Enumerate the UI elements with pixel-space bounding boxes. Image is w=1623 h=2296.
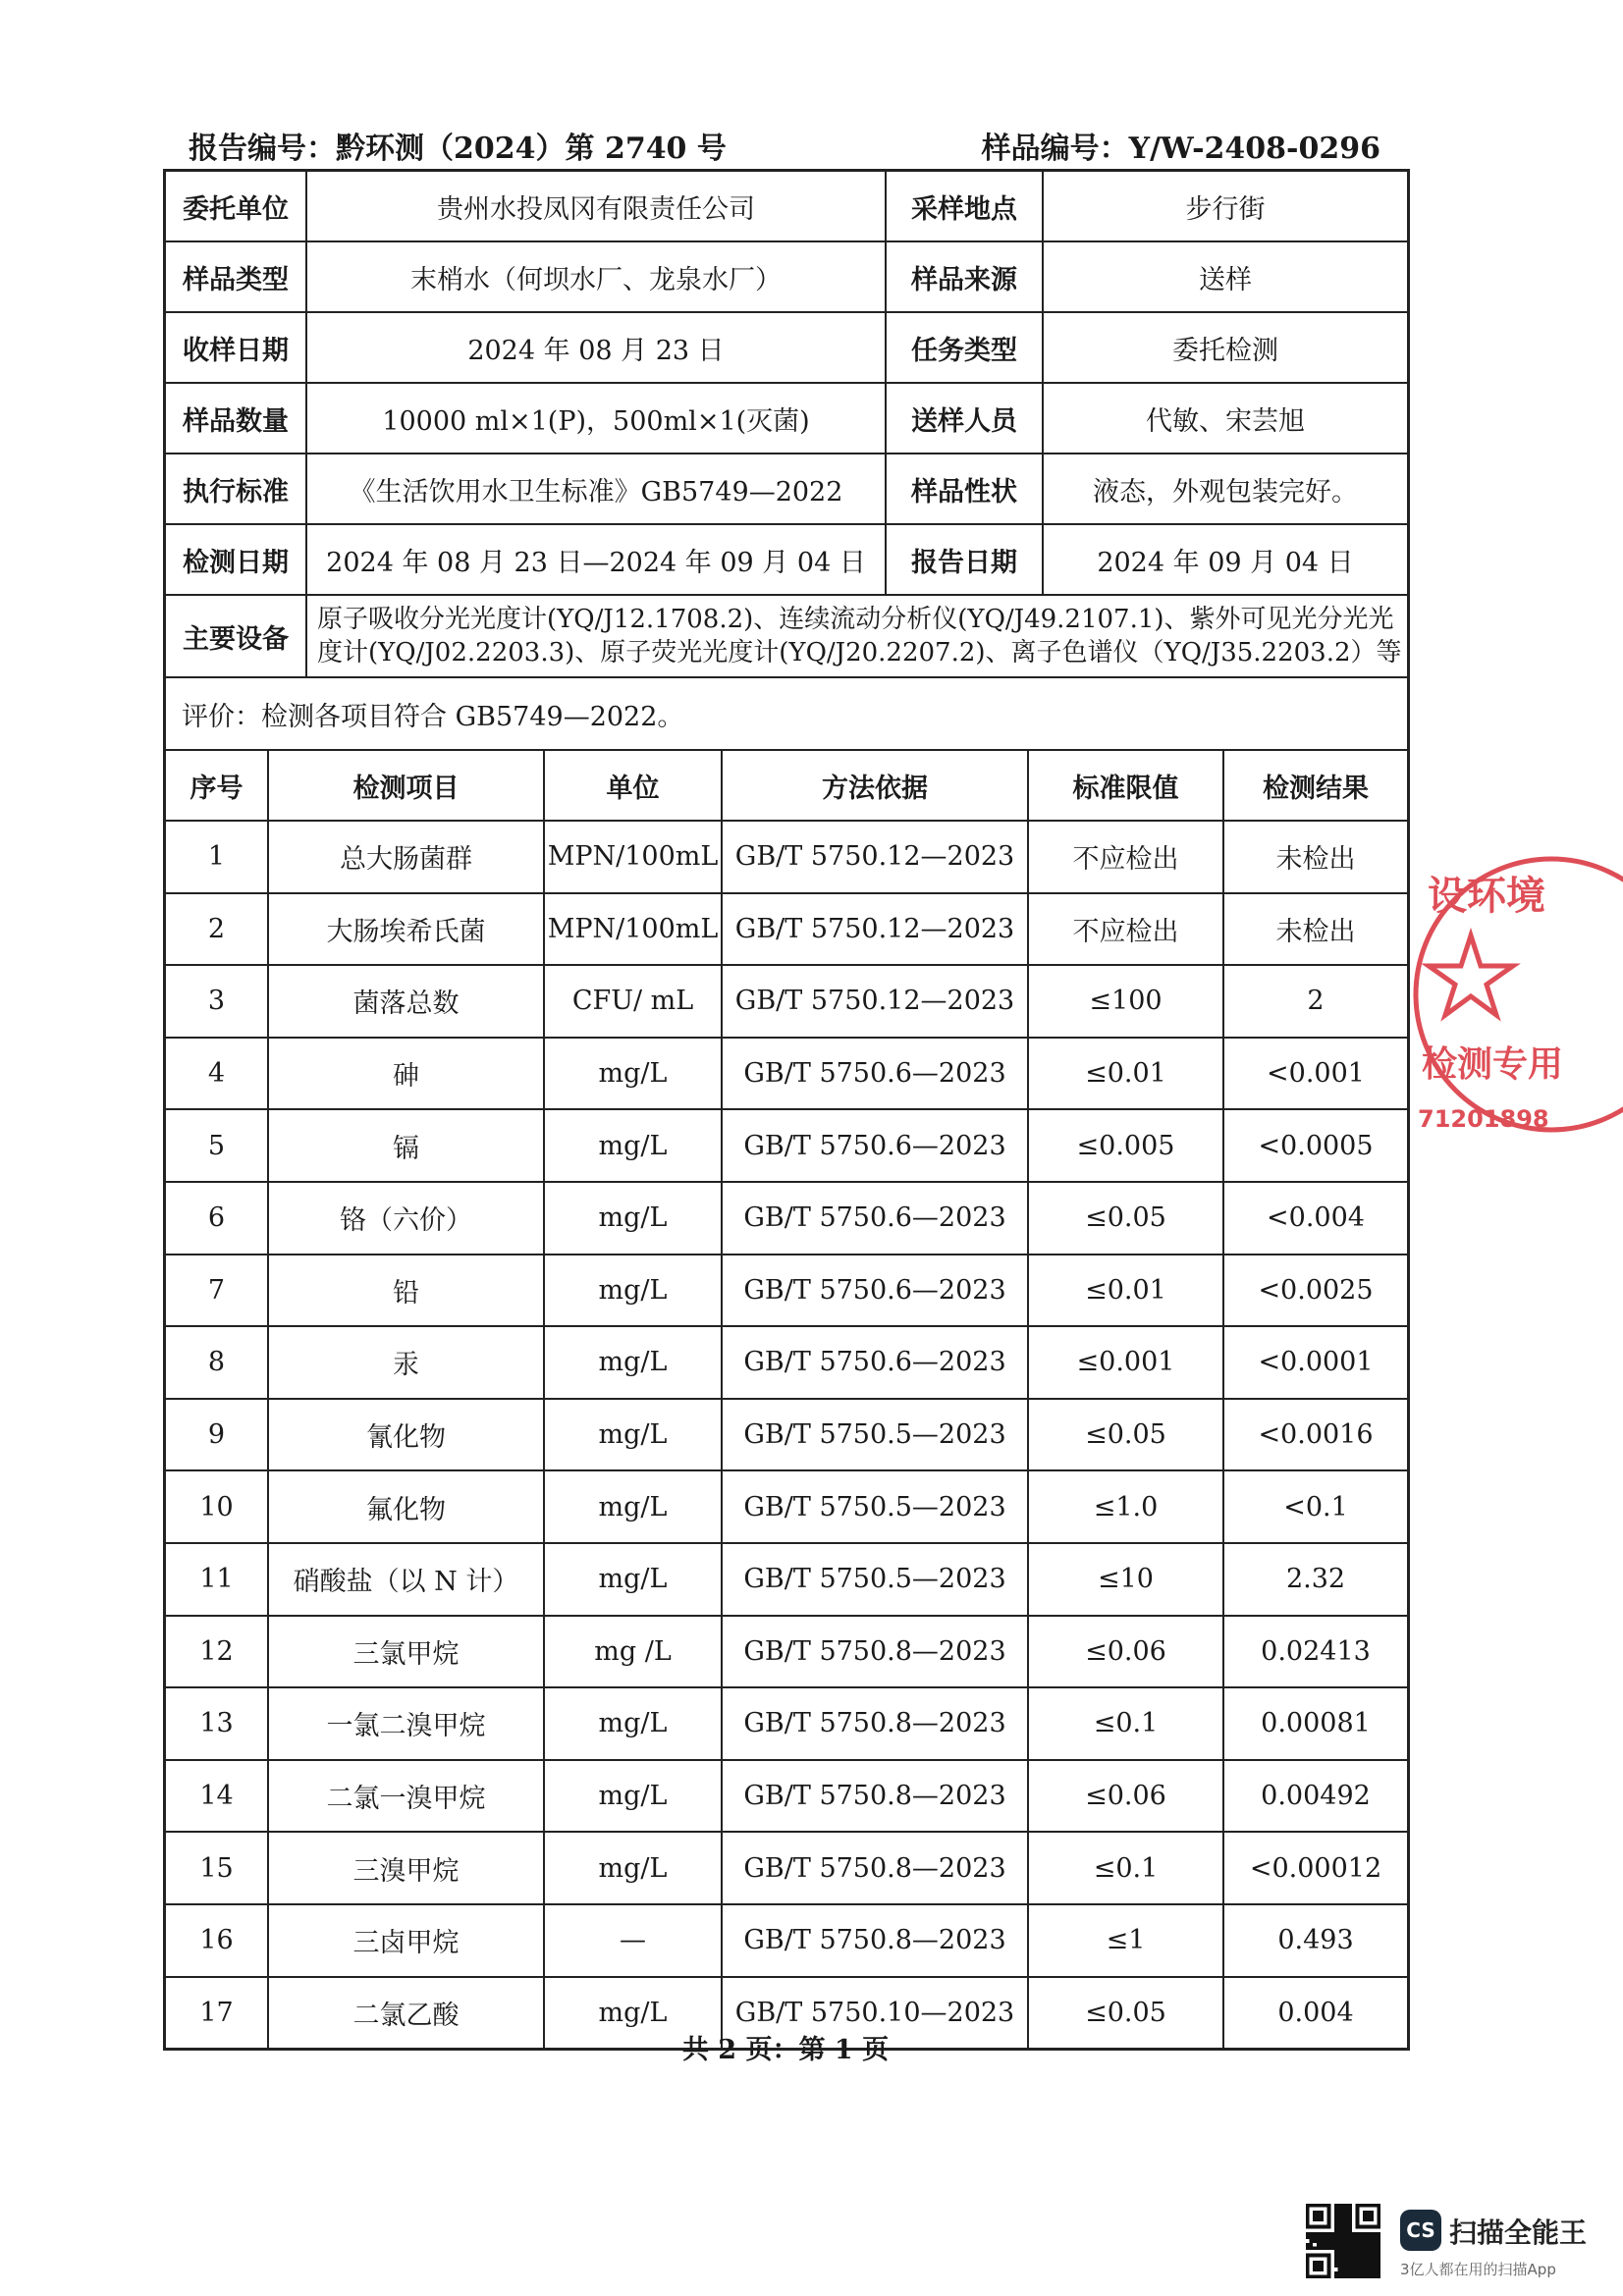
col-header-result: 检测结果	[1223, 751, 1407, 821]
report-header	[189, 124, 1380, 167]
type-label: 样品类型	[166, 241, 306, 312]
report-number: 报告编号：黔环测（2024）第 2740 号	[189, 132, 727, 166]
row-no: 10	[166, 1470, 268, 1543]
sender-value: 代敏、宋芸旭	[1043, 383, 1407, 454]
seal-graphic	[1414, 842, 1564, 1147]
results-header-row	[166, 751, 1407, 821]
row-limit: ≤0.005	[1028, 1109, 1223, 1182]
row-method: GB/T 5750.6—2023	[722, 1109, 1028, 1182]
table-row	[166, 1687, 1407, 1760]
row-method: GB/T 5750.5—2023	[722, 1399, 1028, 1471]
row-limit: ≤0.1	[1028, 1832, 1223, 1904]
info-table	[166, 172, 1407, 678]
client-value: 贵州水投凤冈有限责任公司	[306, 172, 886, 241]
row-result: <0.004	[1223, 1182, 1407, 1255]
row-item: 砷	[268, 1038, 544, 1110]
row-item: 二氯乙酸	[268, 1977, 544, 2049]
col-header-no: 序号	[166, 751, 268, 821]
seal-text-number: 71201898	[1418, 1105, 1549, 1133]
row-no: 4	[166, 1038, 268, 1110]
table-row	[166, 1904, 1407, 1977]
row-result: 0.493	[1223, 1904, 1407, 1977]
row-method: GB/T 5750.12—2023	[722, 965, 1028, 1038]
row-unit: mg/L	[544, 1760, 722, 1833]
row-limit: 不应检出	[1028, 893, 1223, 966]
row-result: <0.0016	[1223, 1399, 1407, 1471]
col-header-unit: 单位	[544, 751, 722, 821]
official-seal	[1414, 842, 1564, 1147]
col-header-item: 检测项目	[268, 751, 544, 821]
col-header-limit: 标准限值	[1028, 751, 1223, 821]
row-result: 2	[1223, 965, 1407, 1038]
row-result: <0.0025	[1223, 1255, 1407, 1327]
test-value: 2024 年 08 月 23 日—2024 年 09 月 04 日	[306, 524, 886, 595]
recv-value: 2024 年 08 月 23 日	[306, 312, 886, 383]
table-row	[166, 1038, 1407, 1110]
row-result: 2.32	[1223, 1543, 1407, 1616]
row-unit: mg/L	[544, 1470, 722, 1543]
row-item: 三溴甲烷	[268, 1832, 544, 1904]
row-item: 氰化物	[268, 1399, 544, 1471]
equip-label: 主要设备	[166, 595, 306, 677]
site-label: 采样地点	[886, 172, 1043, 241]
info-row-test	[166, 524, 1407, 595]
table-row	[166, 1109, 1407, 1182]
info-row-type	[166, 241, 1407, 312]
row-item: 三氯甲烷	[268, 1616, 544, 1688]
row-method: GB/T 5750.6—2023	[722, 1255, 1028, 1327]
row-method: GB/T 5750.8—2023	[722, 1687, 1028, 1760]
row-no: 3	[166, 965, 268, 1038]
row-result: 0.02413	[1223, 1616, 1407, 1688]
row-method: GB/T 5750.5—2023	[722, 1543, 1028, 1616]
source-label: 样品来源	[886, 241, 1043, 312]
row-method: GB/T 5750.6—2023	[722, 1326, 1028, 1399]
row-result: <0.1	[1223, 1470, 1407, 1543]
scanner-tagline: 3亿人都在用的扫描App	[1400, 2261, 1556, 2278]
row-limit: ≤0.05	[1028, 1977, 1223, 2049]
row-no: 9	[166, 1399, 268, 1471]
evaluation-text: 评价：检测各项目符合 GB5749—2022。	[166, 678, 1407, 751]
row-unit: mg /L	[544, 1616, 722, 1688]
table-row	[166, 1760, 1407, 1833]
row-limit: ≤0.01	[1028, 1255, 1223, 1327]
report-sheet	[163, 169, 1410, 2051]
site-value: 步行街	[1043, 172, 1407, 241]
row-unit: CFU/ mL	[544, 965, 722, 1038]
row-method: GB/T 5750.8—2023	[722, 1616, 1028, 1688]
row-result: 0.004	[1223, 1977, 1407, 2049]
row-limit: ≤0.01	[1028, 1038, 1223, 1110]
row-limit: ≤0.001	[1028, 1326, 1223, 1399]
row-no: 17	[166, 1977, 268, 2049]
page-footer: 共 2 页：第 1 页	[681, 2035, 890, 2065]
std-value: 《生活饮用水卫生标准》GB5749—2022	[306, 454, 886, 524]
row-unit: mg/L	[544, 1182, 722, 1255]
table-row	[166, 965, 1407, 1038]
row-unit: mg/L	[544, 1109, 722, 1182]
row-method: GB/T 5750.5—2023	[722, 1470, 1028, 1543]
row-method: GB/T 5750.6—2023	[722, 1182, 1028, 1255]
table-row	[166, 1255, 1407, 1327]
row-no: 2	[166, 893, 268, 966]
table-row	[166, 1543, 1407, 1616]
info-row-std	[166, 454, 1407, 524]
qty-label: 样品数量	[166, 383, 306, 454]
task-value: 委托检测	[1043, 312, 1407, 383]
row-no: 15	[166, 1832, 268, 1904]
row-no: 1	[166, 821, 268, 893]
seal-text-middle: 检测专用	[1422, 1044, 1564, 1085]
row-unit: mg/L	[544, 1543, 722, 1616]
star-icon	[1429, 935, 1513, 1015]
row-item: 三卤甲烷	[268, 1904, 544, 1977]
row-item: 氟化物	[268, 1470, 544, 1543]
row-limit: ≤10	[1028, 1543, 1223, 1616]
row-method: GB/T 5750.8—2023	[722, 1904, 1028, 1977]
info-row-qty	[166, 383, 1407, 454]
row-item: 二氯一溴甲烷	[268, 1760, 544, 1833]
row-method: GB/T 5750.8—2023	[722, 1760, 1028, 1833]
row-result: 0.00081	[1223, 1687, 1407, 1760]
row-item: 硝酸盐（以 N 计）	[268, 1543, 544, 1616]
state-label: 样品性状	[886, 454, 1043, 524]
table-row	[166, 893, 1407, 966]
info-row-client	[166, 172, 1407, 241]
client-label: 委托单位	[166, 172, 306, 241]
type-value: 末梢水（何坝水厂、龙泉水厂）	[306, 241, 886, 312]
table-row	[166, 1616, 1407, 1688]
row-limit: ≤0.06	[1028, 1760, 1223, 1833]
row-result: <0.0005	[1223, 1109, 1407, 1182]
row-result: <0.001	[1223, 1038, 1407, 1110]
table-row	[166, 1470, 1407, 1543]
row-result: <0.0001	[1223, 1326, 1407, 1399]
table-row	[166, 1326, 1407, 1399]
row-no: 13	[166, 1687, 268, 1760]
row-result: 0.00492	[1223, 1760, 1407, 1833]
table-row	[166, 1399, 1407, 1471]
recv-label: 收样日期	[166, 312, 306, 383]
table-row	[166, 1832, 1407, 1904]
row-item: 总大肠菌群	[268, 821, 544, 893]
row-unit: mg/L	[544, 1326, 722, 1399]
row-no: 16	[166, 1904, 268, 1977]
row-no: 11	[166, 1543, 268, 1616]
info-row-recv	[166, 312, 1407, 383]
row-unit: mg/L	[544, 1687, 722, 1760]
row-limit: ≤1	[1028, 1904, 1223, 1977]
row-no: 8	[166, 1326, 268, 1399]
row-method: GB/T 5750.8—2023	[722, 1832, 1028, 1904]
report-date-label: 报告日期	[886, 524, 1043, 595]
row-limit: ≤100	[1028, 965, 1223, 1038]
row-no: 7	[166, 1255, 268, 1327]
row-no: 5	[166, 1109, 268, 1182]
equip-value: 原子吸收分光光度计(YQ/J12.1708.2)、连续流动分析仪(YQ/J49.2107.1)、紫外可见光分光光度计(YQ/J02.2203.3)、原子荧光光度计(YQ/J20.2207.2)、离子色谱仪（YQ/J35.2203.2）等	[306, 595, 1407, 677]
sender-label: 送样人员	[886, 383, 1043, 454]
task-label: 任务类型	[886, 312, 1043, 383]
table-row	[166, 1182, 1407, 1255]
row-item: 一氯二溴甲烷	[268, 1687, 544, 1760]
row-result: 未检出	[1223, 821, 1407, 893]
row-item: 大肠埃希氏菌	[268, 893, 544, 966]
row-limit: ≤0.06	[1028, 1616, 1223, 1688]
row-method: GB/T 5750.6—2023	[722, 1038, 1028, 1110]
source-value: 送样	[1043, 241, 1407, 312]
results-body	[166, 821, 1407, 2048]
row-item: 汞	[268, 1326, 544, 1399]
row-limit: ≤1.0	[1028, 1470, 1223, 1543]
table-row	[166, 821, 1407, 893]
row-limit: 不应检出	[1028, 821, 1223, 893]
row-unit: mg/L	[544, 1977, 722, 2049]
seal-text-top: 设环境	[1428, 874, 1545, 919]
col-header-method: 方法依据	[722, 751, 1028, 821]
qr-code-icon	[1306, 2204, 1380, 2278]
row-method: GB/T 5750.12—2023	[722, 821, 1028, 893]
row-unit: mg/L	[544, 1399, 722, 1471]
qty-value: 10000 ml×1(P)，500ml×1(灭菌)	[306, 383, 886, 454]
row-result: <0.00012	[1223, 1832, 1407, 1904]
row-unit: mg/L	[544, 1832, 722, 1904]
cs-logo-icon: CS	[1400, 2210, 1441, 2251]
std-label: 执行标准	[166, 454, 306, 524]
row-item: 镉	[268, 1109, 544, 1182]
row-limit: ≤0.05	[1028, 1399, 1223, 1471]
scanner-app-name: 扫描全能王	[1449, 2216, 1588, 2249]
row-unit: MPN/100mL	[544, 821, 722, 893]
row-limit: ≤0.1	[1028, 1687, 1223, 1760]
row-method: GB/T 5750.10—2023	[722, 1977, 1028, 2049]
row-result: 未检出	[1223, 893, 1407, 966]
row-unit: mg/L	[544, 1038, 722, 1110]
sample-number: 样品编号：Y/W-2408-0296	[981, 132, 1380, 166]
results-table	[166, 751, 1407, 2048]
row-item: 铅	[268, 1255, 544, 1327]
row-unit: —	[544, 1904, 722, 1977]
row-no: 6	[166, 1182, 268, 1255]
test-label: 检测日期	[166, 524, 306, 595]
scanner-watermark	[1306, 2204, 1600, 2282]
row-item: 菌落总数	[268, 965, 544, 1038]
info-row-equip	[166, 595, 1407, 677]
report-date-value: 2024 年 09 月 04 日	[1043, 524, 1407, 595]
row-unit: mg/L	[544, 1255, 722, 1327]
row-item: 铬（六价）	[268, 1182, 544, 1255]
state-value: 液态，外观包装完好。	[1043, 454, 1407, 524]
row-unit: MPN/100mL	[544, 893, 722, 966]
row-method: GB/T 5750.12—2023	[722, 893, 1028, 966]
row-limit: ≤0.05	[1028, 1182, 1223, 1255]
row-no: 12	[166, 1616, 268, 1688]
row-no: 14	[166, 1760, 268, 1833]
